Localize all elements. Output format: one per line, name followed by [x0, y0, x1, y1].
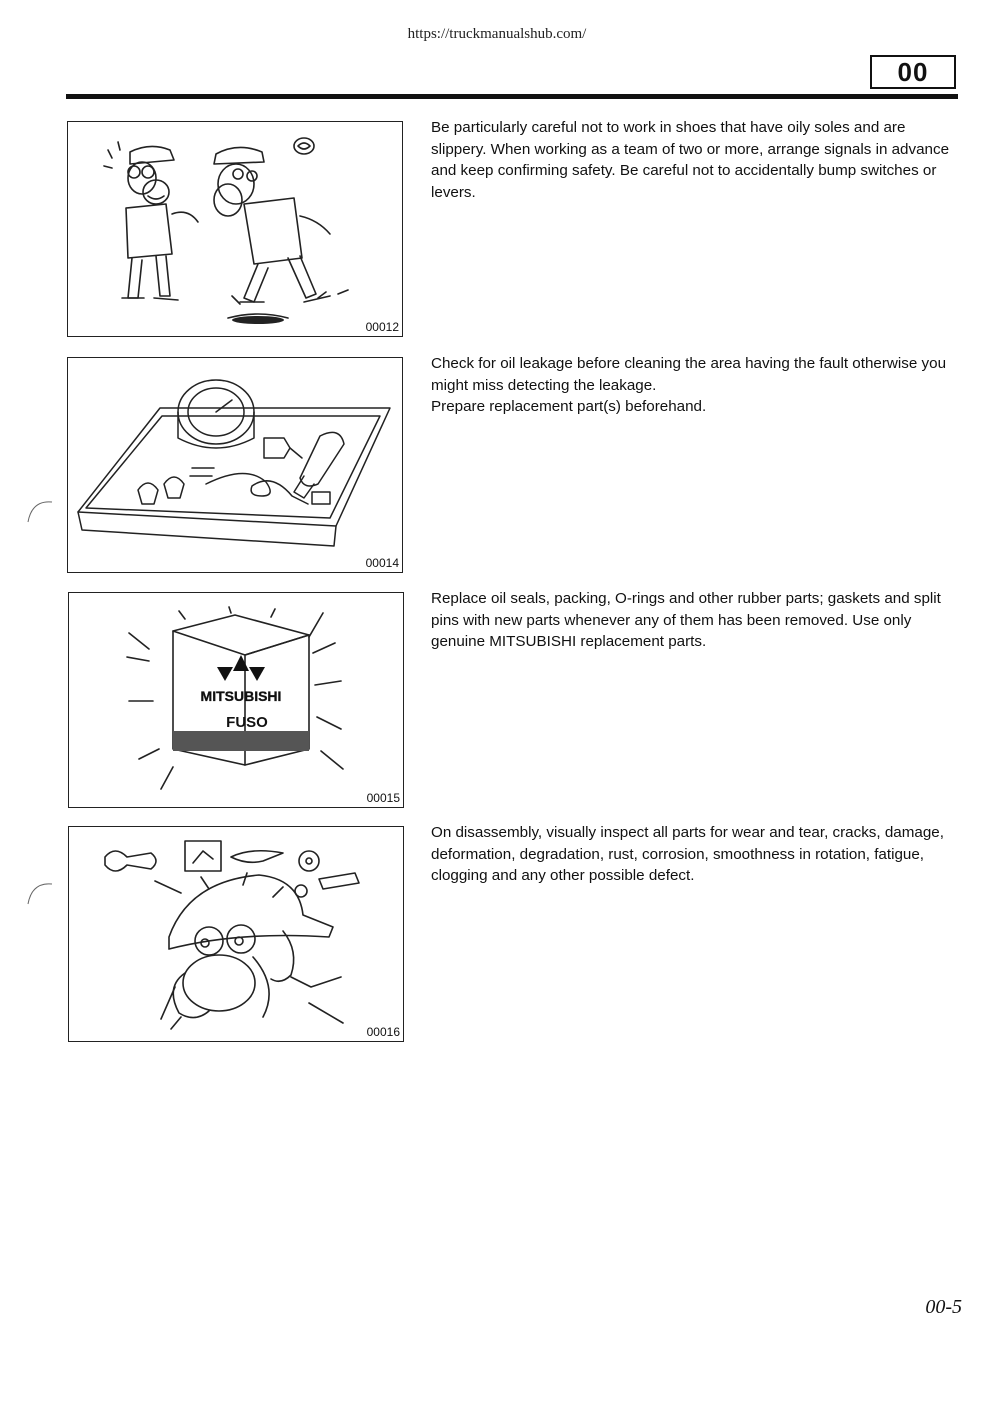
figure-slippery-shoes — [67, 121, 403, 337]
paragraph-slippery-shoes: Be particularly careful not to work in shoes that have oily soles and are slippery. When working as a team of two or more, arrange signals in advance and keep confirming safety. Be careful not to accidentally bump switches or levers. — [431, 119, 950, 201]
source-url: https://truckmanualshub.com/ — [407, 26, 587, 42]
paragraph-prepare-parts: Prepare replacement part(s) beforehand. — [431, 398, 707, 416]
figure-code: 00016 — [366, 1025, 400, 1039]
figure-code: 00012 — [365, 320, 399, 334]
inspector-illustration — [69, 827, 403, 1041]
paragraph-visual-inspection: On disassembly, visually inspect all parts for wear and tear, cracks, damage, deformation, degradation, rust, corrosion, smoothness in rotation, fatigue, clogging and any other possible defect. — [431, 824, 944, 885]
margin-punch-mark — [24, 880, 54, 910]
parts-box-illustration — [69, 593, 403, 807]
mitsubishi-box-label: MITSUBISHI — [200, 688, 282, 704]
page-number: 00-5 — [925, 1296, 962, 1318]
paragraph-oil-leakage — [431, 353, 961, 418]
tray-illustration — [68, 358, 402, 572]
figure-genuine-parts — [68, 592, 404, 808]
paragraph-oil-leakage-line1: Check for oil leakage before cleaning the area having the fault otherwise you might miss detecting the leakage. — [431, 355, 947, 394]
paragraph-genuine-parts: Replace oil seals, packing, O-rings and other rubber parts; gaskets and split pins with new parts whenever any of them has been removed. Use only genuine MITSUBISHI replacement parts. — [431, 590, 941, 651]
workers-illustration — [68, 122, 402, 336]
figure-parts-tray — [67, 357, 403, 573]
header-rule — [66, 94, 958, 99]
figure-inspect-parts — [68, 826, 404, 1042]
section-code-box: 00 — [870, 55, 956, 89]
fuso-box-label: FUSO — [226, 714, 268, 731]
margin-punch-mark — [24, 498, 54, 528]
figure-code: 00014 — [365, 556, 399, 570]
figure-code: 00015 — [366, 791, 400, 805]
